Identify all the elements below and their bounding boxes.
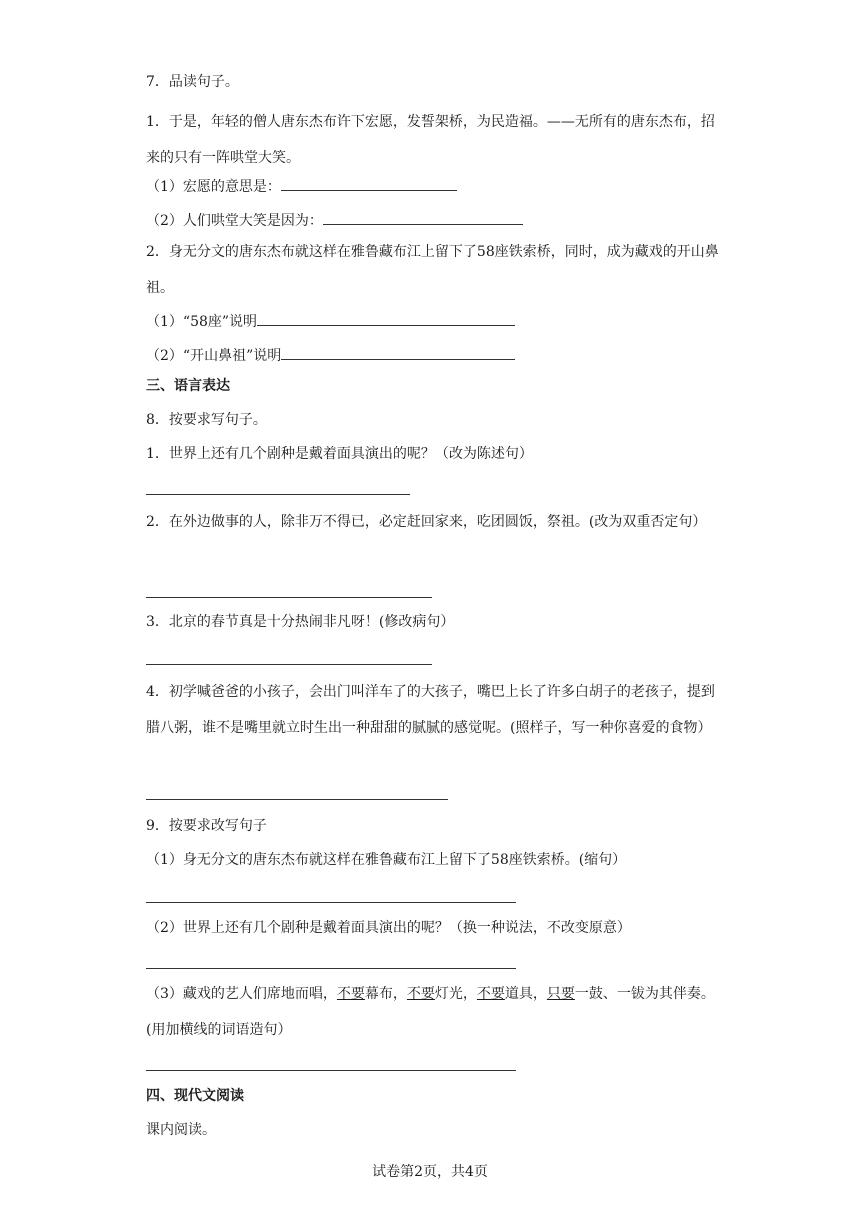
answer-line[interactable]: [146, 799, 448, 800]
answer-blank[interactable]: [323, 210, 523, 225]
reading-intro: 课内阅读。: [146, 1122, 216, 1138]
q7-s2-part1: [146, 311, 726, 332]
q9-item-2: （2）世界上还有几个剧种是戴着面具演出的呢？（换一种说法，不改变原意）: [146, 920, 631, 936]
q8-item-1: 1．世界上还有几个剧种是戴着面具演出的呢？（改为陈述句）: [146, 446, 533, 462]
answer-blank[interactable]: [281, 176, 457, 191]
q9-item-1: （1）身无分文的唐东杰布就这样在雅鲁藏布江上留下了58座铁索桥。(缩句）: [146, 852, 627, 868]
q7-s2-part2: [146, 345, 726, 366]
answer-line[interactable]: [146, 494, 410, 495]
q7-sentence-2: 2．身无分文的唐东杰布就这样在雅鲁藏布江上留下了58座铁索桥，同时，成为藏戏的开山鼻祖。: [146, 244, 719, 296]
q9-i3-text: 灯光，: [434, 986, 477, 1002]
section-3-title: 三、语言表达: [146, 378, 230, 394]
q8-title: 8．按要求写句子。: [146, 412, 267, 428]
q7-title: 7．品读句子。: [146, 74, 239, 90]
q8-item-2: 2．在外边做事的人，除非万不得已，必定赶回家来，吃团圆饭，祭祖。(改为双重否定句）: [146, 514, 707, 530]
answer-line[interactable]: [146, 1070, 516, 1071]
underlined-word: 不要: [406, 986, 435, 1002]
q9-i3-text: （3）藏戏的艺人们席地而唱，: [146, 986, 337, 1002]
q9-i3-text: 一鼓、一钹为其伴奏。(用加横线的词语造句）: [146, 986, 715, 1038]
q7-s1-part1-label: （1）宏愿的意思是：: [146, 179, 281, 195]
answer-blank[interactable]: [281, 345, 515, 360]
q7-s1-part2: [146, 210, 726, 231]
page-footer: 试卷第2页，共4页: [372, 1164, 488, 1180]
answer-line[interactable]: [146, 968, 516, 969]
q7-s2-part1-label: （1）“58座”说明: [146, 314, 258, 330]
answer-line[interactable]: [146, 597, 432, 598]
q7-s1-part1: [146, 176, 726, 197]
q8-item-3: 3．北京的春节真是十分热闹非凡呀！(修改病句）: [146, 614, 455, 630]
answer-blank[interactable]: [257, 311, 515, 326]
q9-item-3: [146, 976, 726, 1048]
answer-line[interactable]: [146, 664, 432, 665]
underlined-word: 不要: [476, 986, 505, 1002]
q8-item-4: 4．初学喊爸爸的小孩子，会出门叫洋车了的大孩子，嘴巴上长了许多白胡子的老孩子，提到腊八粥，谁不是嘴里就立时生出一种甜甜的腻腻的感觉呢。(照样子，写一种你喜爱的食物）: [146, 684, 715, 736]
q9-i3-text: 道具，: [504, 986, 547, 1002]
answer-line[interactable]: [146, 902, 516, 903]
q7-s1-part2-label: （2）人们哄堂大笑是因为：: [146, 213, 323, 229]
q7-sentence-1: 1．于是，年轻的僧人唐东杰布许下宏愿，发誓架桥，为民造福。——无所有的唐东杰布，招来的只有一阵哄堂大笑。: [146, 114, 715, 166]
section-4-title: 四、现代文阅读: [146, 1088, 244, 1104]
underlined-word: 不要: [336, 986, 365, 1002]
q7-s2-part2-label: （2）“开山鼻祖”说明: [146, 348, 282, 364]
q9-title: 9．按要求改写句子: [146, 818, 267, 834]
underlined-word: 只要: [546, 986, 575, 1002]
q9-i3-text: 幕布，: [364, 986, 407, 1002]
